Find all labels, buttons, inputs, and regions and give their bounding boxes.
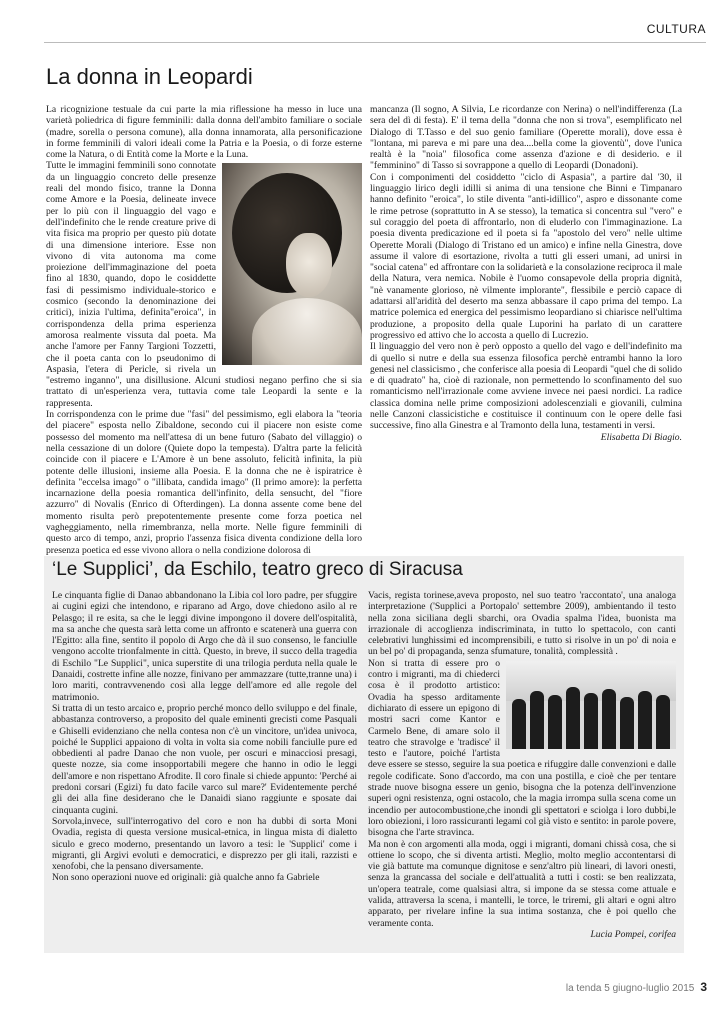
article1-column-2 — [370, 104, 682, 443]
article2-col2-p1: Vacis, regista torinese,aveva proposto, nel suo teatro 'raccontato', una analoga interpretazione ('Supplici a Portopalo' settembre 2009), ambientando il testo nella zona siciliana degli sbarchi, ora Ovadia spalma l'idea, buonista ma irrazionale di accoglienza indiscriminata, in tutto lo spettacolo, con canti celebrativi lunghissimi ed incomprensibili, e tutto si risolve in un po' di noia e un bel po' di propaganda, senza sfumature, tonalità, complessità . — [368, 590, 676, 658]
article1-col1-p3: In corrispondenza con le prime due "fasi" del pessimismo, egli elabora la "teoria del piacere" esposta nello Zibaldone, secondo cui il piacere non esiste come possesso del momento ma nell'attesa di un bene futuro (Sabato del villaggio) o nella cessazione di un dolore (Quiete dopo la tempesta). D'altra parte la felicità coincide con il piacere e L'Amore è un bene assoluto, felicità infinita, la più potente delle illusioni, insieme alla Poesia. E la donna che ne è ispiratrice è definita "eccelsa imago" o "illibata, candida imago" (Il primo amore): la perfetta incarnazione della poesia romantica dell'infinito, della sensucht, del "fiore azzurro" di Novalis (Enrico di Ofterdingen). La donna assente come bene del momento risulta però prepotentemente presente come forza poetica nel vagheggiamento, nella rimembranza, nella morte. Nelle figure femminili di questo arco di tempo, anzi, proprio l'assenza fisica diventa condizione della loro presenza poetica ed esse vivono allora o nella condizione dolorosa di — [46, 409, 362, 556]
article2-title: ‘Le Supplici’, da Eschilo, teatro greco di Siracusa — [52, 559, 463, 580]
article2-col1-p1: Le cinquanta figlie di Danao abbandonano la Libia col loro padre, per sfuggire ai cugini egizi che intendono, e riparano ad Argo, dove chiedono asilo al re Pelasgo; il re esita, sa che le leggi divine impongono il dovere dell'ospitalità, ma sa anche che questa sarà letta come un affronto e scatenerà una guerra con l'Egitto: alla fine, sentito il popolo di Argo che dà il suo consenso, le fanciulle vengono accolte trionfalmente in città. Questo, in breve, il succo della tragedia di Eschilo "Le Supplici", unica superstite di una trilogia perduta nella quale le Danaidi, costrette infine alle nozze, finivano per ammazzare (tutte,tranne una) i loro mariti, contravvenendo così alla legge dell'amore ed alle regole del matrimonio. — [52, 590, 357, 703]
theatre-chorus-image — [506, 661, 676, 749]
article1-col2-p3: Il linguaggio del vero non è però opposto a quello del vago e dell'indefinito ma di quello si nutre e della sua essenza filosofica perchè entrambi hanno la loro genesi nel classicismo , che conferisce alla poesia di Leopardi "quel che di solido e di quadrato" ha, cioè di razionale, non permettendo lo sconfinamento del suo romanticismo nell'irrazionale come avviene invece nei paesi nordici. La radice classica domina nelle prime composizioni adolescenziali e giovanili, culmina nelle Canzoni classicistiche e costituisce il continuum con le opere delle fasi successive, fino alla Ginestra e al Tramonto della luna, testamenti in versi. — [370, 341, 682, 432]
article2-author: Lucia Pompei, corifea — [590, 928, 676, 940]
article2-col1-p2: Si tratta di un testo arcaico e, proprio perché monco dello sviluppo e del finale, abbastanza controverso, a proposito del quale eminenti grecisti come Pasquali e Ghiselli evidenziano che nella contesa non c'è un vincitore, un'idea univoca, poiché le Supplici appaiono di volta in volta sia come nobili fanciulle pure ed obbedienti al padre Danao che non vuole, per oscuri e minacciosi presagi, queste nozze, sia come insopportabili megere che hanno in odio le leggi dell'amore e non rispettano Afrodite. Il coro finale si chiede appunto: 'Perché ai predoni corsari (Egizi) fu dato facile varco sul mare?' Evidentemente perché gli dei alla fine desiderano che le Danaidi siano raggiunte e sposate dai cinquanta cugini. — [52, 702, 357, 816]
article1-col2-p1: mancanza (Il sogno, A Silvia, Le ricordanze con Nerina) o nell'indifferenza (La sera del dì di festa). E' il tema della "donna che non si trova", esemplificato nel Dialogo di T.Tasso e del suo genio familiare (Operette morali), dove essa è "lontana, mi pareva e mi pare una dea....bella come la gioventù", dove l'unica realtà è la "noia" filosofica come assenza d'azione e di desiderio. e il "femminino" di Tasso si sovrappone a quello di Leopardi (Donadoni). — [370, 104, 682, 172]
article1-column-1 — [46, 104, 362, 556]
publication-info: la tenda 5 giugno-luglio 2015 — [565, 983, 695, 994]
article1-col1-p2: Tutte le immagini femminili sono connotate da un linguaggio concreto delle presenze reali del mondo fisico, tranne la Donna come Amore e la Poesia, delineate invece per lo più con il linguaggio del vago e dell'indefinito che le rende creature prive di vita fisica ma proprio per questo più dotate di una dimensione interiore. Esse non vivono di vita autonoma ma come proiezione dell'immaginazione del poeta fino al 1830, quando, dopo le cosiddette fasi di pessimismo individuale-storico e cosmico (secondo la denominazione dei critici), inizia l'ultima, definita"eroica", in corrispondenza della prima esperienza amorosa realmente vissuta dal poeta. Ma anche l'amore per Fanny Targioni Tozzetti, che il poeta canta con lo pseudonimo di Aspasia, l'etera di Pericle, si rivela un "estremo inganno", una disillusione. Alcuni studiosi negano perfino che si sia trattato di un'esperienza vera, tuttavia come tale Leopardi la sente e la rappresenta. — [46, 160, 362, 409]
section-label: CULTURA — [646, 22, 706, 36]
article1-col1-p1: La ricognizione testuale da cui parte la mia riflessione ha messo in luce una varietà poliedrica di figure femminili: dalla donna dell'ambito familiare o sociale (madre, sorella o persona comune), alla donna innamorata, alla personificazione in forme femminili di valori ideali come la Patria e la Poesia, o di forze esterne come la Natura, o di Entità come la Morte e la Luna. — [46, 104, 362, 161]
article2-col2-p2: Non si tratta di essere pro o contro i migranti, ma di chiederci cosa è il prodotto artistico: Ovadia ha spesso arditamente dichiarato di essere un epigono di mostri sacri come Kantor e Carmelo Bene, di amare solo il teatro che stravolge e 'tradisce' il testo e l'autore, poiché l'artista deve essere se stesso, seguire la sua poetica e rifuggire dalle convenzioni e dalle regole codificate. Sono d'accordo, ma con una postilla, e cioè che per tentare strade nuove bisogna essere un genio, bisogna che la potenza dell'invenzione superi ogni resistenza, ogni ostacolo, che la magia irrompa sulla scena come un incendio per autocombustione,che inondi gli spettatori e sciolga i loro dubbi,le loro obiezioni, i loro rassicuranti legami col già visto e sentito: in parole povere, bisogna che l'arte stravinca. — [368, 657, 676, 839]
article2-column-2 — [368, 590, 676, 940]
article1-col2-p2: Con i componimenti del cosiddetto "ciclo di Aspasia", a partire dal '30, il linguaggio lirico degli idilli si anima di una tensione che Binni e Timpanaro hanno definito "eroica", lo stile diventa "anti-idillico", aspro e dissonante come le rime petrose (soprattutto in A se stesso), la tematica si concentra sul "vero" e sul coraggio del poeta di affrontarlo, non di eluderlo con l'immaginazione. La poesia diventa predicazione ed il poeta si fa "apostolo del vero" nelle ultime Operette Morali (Dialogo di Tristano ed un amico) e infine nella Ginestra, dove assume il valore di esortazione, rivolta a tutti gli esseri umani, ad unirsi in "social catena" ed affrontare con la solidarietà e la consolazione reciproca il male della Natura, vera nemica. Nobile è l'uomo consapevole della propria dignità, "nè vanamente glorioso, nè vilmente implorante", flessibile e perciò capace di adattarsi all'aridità del deserto ma senza abbassare il capo prima del tempo. La matrice polemica ed energica del pessimismo leopardiano si chiarisce nell'ultima produzione, a proposito della quale Luporini ha parlato di un carattere progressivo ed attivo che lo accosta a quello di Lucrezio. — [370, 171, 682, 341]
article2-col1-p3: Sorvola,invece, sull'interrogativo del coro e non ha dubbi di sorta Moni Ovadia, regista di questa versione musical-etnica, in lingua mista di dialetto siculo e greco moderno, presentando un lavoro a tesi: le 'Supplici' come i migranti, gli Argivi evoluti e democratici, e disprezzo per gli itali, razzisti e xenofobi, che la pensano diversamente. — [52, 815, 357, 873]
article1-author: Elisabetta Di Biagio. — [600, 431, 682, 443]
header-rule — [44, 42, 706, 43]
article2-col1-p4: Non sono operazioni nuove ed originali: già qualche anno fa Gabriele — [52, 872, 320, 884]
article1-title: La donna in Leopardi — [46, 64, 253, 89]
article2-column-1 — [52, 590, 357, 884]
page-number: 3 — [700, 980, 707, 994]
woman-portrait-image — [222, 163, 362, 365]
article2-col2-p3: Ma non è con argomenti alla moda, oggi i migranti, domani chissà cosa, che si ottiene lo scopo, che si diventa artisti. Meglio, molto meglio accontentarsi di vie già battute ma comunque dignitose e senz'altro più lineari, di lavori onesti, senza la grancassa del sociale e dell'attualità a tutti i costi: se ben realizzata, un'opera teatrale, come qualsiasi altra, si impone da se stessa come attuale e valida, attraversa la scena, i mantelli, le torce, le triremi, gli altari e ogni altro apparato, per rivelare infine la sua intima sostanza, che è poi quello che veramente conta. — [368, 838, 676, 929]
page-footer — [566, 980, 707, 994]
